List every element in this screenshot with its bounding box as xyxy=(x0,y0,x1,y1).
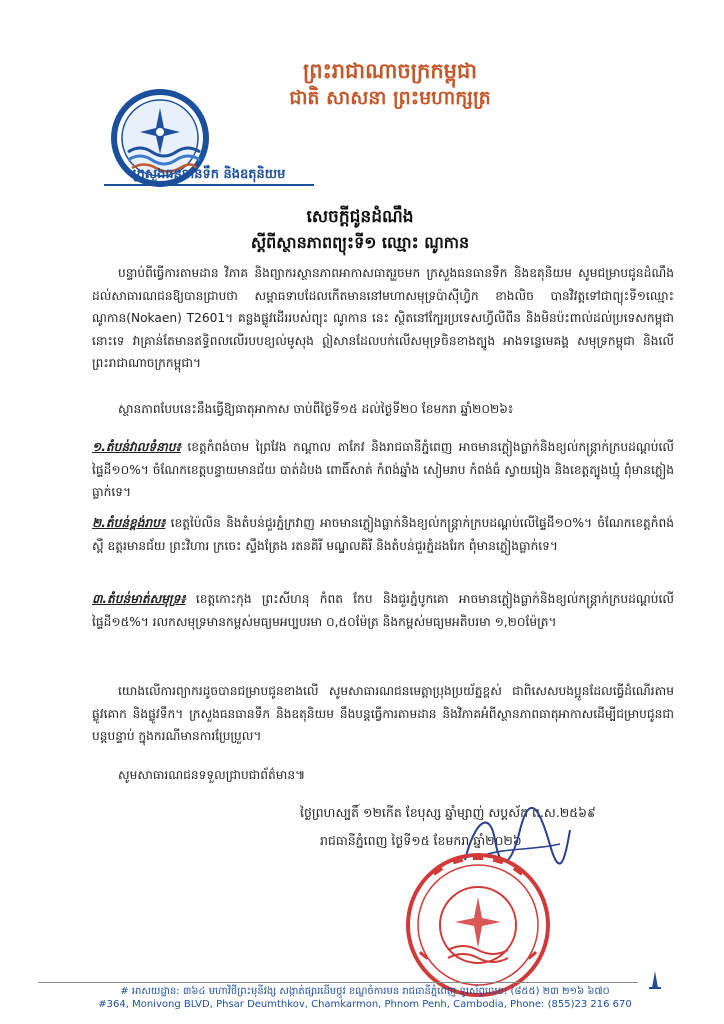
closing-line: សូមសាធារណជនទទួលជ្រាបជាព័ត៌មាន៕ xyxy=(118,768,306,782)
region-lowland-text: ខេត្តកំពង់ចាម ព្រៃវែង កណ្តាល តាកែវ និងរាជធានីភ្នំពេញ អាចមានភ្លៀងធ្លាក់និងខ្យល់កន្ត្រាក់ក្របដណ្តប់លើផ្ទៃដី១០%។ ចំណែកខេត្តបន្ទាយមានជ័យ បាត់ដំបង ពោធិ៍សាត់ កំពង់ឆ្នាំង សៀមរាប កំពង់ធំ ស្វាយរៀង និងខេត្តត្បូងឃ្មុំ ពុំមានភ្លៀងធ្លាក់ទេ។ xyxy=(92,440,674,499)
advice-paragraph: យោងលើការព្យាករដូចបានជម្រាបជូនខាងលើ សូមសាធារណជនមេត្តាប្រុងប្រយ័ត្នខ្ពស់ ជាពិសេសបងប្អូនដែលធ្វើដំណើរតាមផ្លូវគោក និងផ្លូវទឹក។ ក្រសួងធនធានទឹក និងឧតុនិយម នឹងបន្តធ្វើការតាមដាន និងវិភាគអំពីស្ថានភាពធាតុអាកាសដើម្បីជម្រាបជូនជាបន្តបន្ទាប់ ក្នុងករណីមានការប្រែប្រួល។ xyxy=(92,684,674,743)
notice-title: សេចក្តីជូនដំណឹង xyxy=(306,207,414,227)
footer-address-english: #364, Monivong BLVD, Phsar Deumthkov, Chamkarmon, Phnom Penh, Cambodia, Phone: (855)23 216 670 xyxy=(98,999,632,1010)
ministry-name: ក្រសួងធនធានទឹក និងឧតុនិយម xyxy=(132,167,286,182)
footer-divider xyxy=(38,982,638,983)
kingdom-line-2: ជាតិ សាសនា ព្រះមហាក្សត្រ xyxy=(289,87,491,109)
footer-address-khmer: # អាសយដ្ឋាន: ៣៦៤ មហាវិថីព្រះមុនីវង្ស សង្កាត់ផ្សារដើមថ្កូវ ខណ្ឌចំការមន រាជធានីភ្នំពេញ ទូរស័ព្ទលេខ: (៨៥៥) ២៣ ២១៦ ៦៧០ xyxy=(120,986,610,997)
region-coastal-paragraph xyxy=(92,588,674,633)
region-highland-paragraph xyxy=(92,512,674,557)
period-paragraph: ស្ថានភាពបែបនេះនឹងធ្វើឱ្យធាតុអាកាស ចាប់ពីថ្ងៃទី១៥ ដល់ថ្ងៃទី២០ ខែមករា ឆ្នាំ២០២៦៖ xyxy=(118,402,514,416)
kingdom-line-1: ព្រះរាជាណាចក្រកម្ពុជា xyxy=(302,58,477,83)
region-highland-text: ខេត្តប៉ៃលិន និងតំបន់ជួរភ្នំក្រវាញ អាចមានភ្លៀងធ្លាក់និងខ្យល់កន្ត្រាក់ក្របដណ្តប់លើផ្ទៃដី១០%។ ចំណែកខេត្តកំពង់ស្ពឺ ឧត្តរមានជ័យ ព្រះវិហារ ក្រចេះ ស្ទឹងត្រែង រតនគិរី មណ្ឌលគិរី និងតំបន់ជួរភ្នំដងរែក ពុំមានភ្លៀងធ្លាក់ទេ។ xyxy=(92,516,674,553)
ministry-divider xyxy=(104,184,314,186)
lunar-date: ថ្ងៃព្រហស្បតិ៍ ១២កើត ខែបុស្ស ឆ្នាំម្សាញ់ សប្តស័ក ព.ស.២៥៦៩ xyxy=(300,805,596,820)
notice-subtitle: ស្តីពីស្ថានភាពព្យុះទី១ ឈ្មោះ ណូកាន xyxy=(250,233,470,252)
region-lowland-paragraph xyxy=(92,436,674,504)
intro-paragraph: បន្ទាប់ពីធ្វើការតាមដាន វិភាគ និងព្យាករស្ថានភាពអាកាសធាតុរួចមក ក្រសួងធនធានទឹក និងឧតុនិយម សូមជម្រាបជូនដំណឹងដល់សាធារណជនឱ្យបានជ្រាបថា សម្ពាធទាបដែលកើតមាននៅមហាសមុទ្រប៉ាស៊ីហ្វិក ខាងលិច បានវិវត្តទៅជាព្យុះទី១ឈ្មោះ ណូកាន(Nokaen) T2601។ គន្លងផ្លូវដើររបស់ព្យុះ ណូកាន នេះ ស្ថិតនៅក្បែរប្រទេសហ្វីលីពីន និងមិនប៉ះពាល់ដល់ប្រទេសកម្ពុជានោះទេ វាគ្រាន់តែមានឥទ្ធិពលលើរបបខ្យល់មូសុង ឦសានដែលបក់លើសមុទ្រចិនខាងត្បូង អាងទន្លេមេគង្គ សមុទ្រកម្ពុជា និងលើព្រះរាជាណាចក្រកម្ពុជា។ xyxy=(92,266,674,370)
official-seal-icon xyxy=(393,850,563,1000)
solar-date: រាជធានីភ្នំពេញ ថ្ងៃទី១៥ ខែមករា ឆ្នាំ២០២៦ xyxy=(320,833,522,848)
region-coastal-label: ៣.តំបន់មាត់សមុទ្រ៖ xyxy=(92,592,186,606)
region-lowland-label: ១.តំបន់វាលទំនាប៖ xyxy=(92,440,181,454)
region-highland-label: ២.តំបន់ខ្ពង់រាប៖ xyxy=(92,516,166,530)
region-coastal-text: ខេត្តកោះកុង ព្រះសីហនុ កំពត កែប និងជួរភ្នំបូកគោ អាចមានភ្លៀងធ្លាក់និងខ្យល់កន្ត្រាក់ក្របដណ្តប់លើផ្ទៃដី១៥%។ រលកសមុទ្រមានកម្ពស់មធ្យមអប្បបរមា ០,៥០ម៉ែត្រ និងកម្ពស់មធ្យមអតិបរមា ១,២០ម៉ែត្រ។ xyxy=(92,592,674,629)
footer-emblem-icon xyxy=(645,970,665,990)
